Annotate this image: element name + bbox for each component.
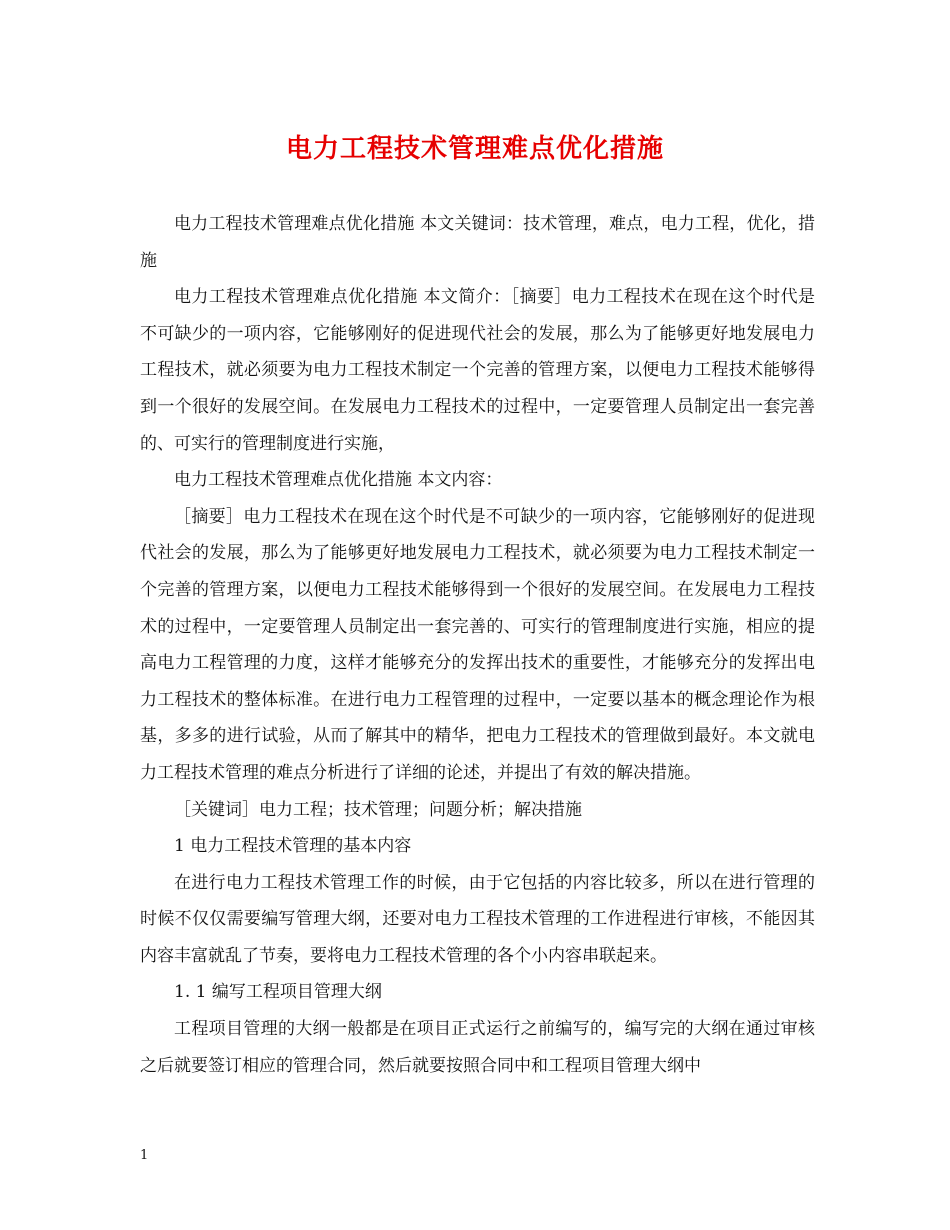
paragraph-section-1-1: 工程项目管理的大纲一般都是在项目正式运行之前编写的，编写完的大纲在通过审核之后就要签订相应的管理合同，然后就要按照合同中和工程项目管理大纲中	[140, 1019, 815, 1076]
paragraph-abstract: ［摘要］电力工程技术在现在这个时代是不可缺少的一项内容，它能够刚好的促进现代社会的发展，那么为了能够更好地发展电力工程技术，就必须要为电力工程技术制定一个完善的管理方案，以便电力工程技术能够得到一个很好的发展空间。在发展电力工程技术的过程中，一定要管理人员制定出一套完善的、可实行的管理制度进行实施，相应的提高电力工程管理的力度，这样才能够充分的发挥出技术的重要性，才能够充分的发挥出电力工程技术的整体标准。在进行电力工程管理的过程中，一定要以基本的概念理论作为根基，多多的进行试验，从而了解其中的精华，把电力工程技术的管理做到最好。本文就电力工程技术管理的难点分析进行了详细的论述，并提出了有效的解决措施。	[140, 506, 815, 783]
paragraph-keywords: ［关键词］电力工程；技术管理；问题分析；解决措施	[174, 799, 582, 820]
paragraph-summary-intro: 电力工程技术管理难点优化措施 本文简介：［摘要］电力工程技术在现在这个时代是不可缺少的一项内容，它能够刚好的促进现代社会的发展，那么为了能够更好地发展电力工程技术，就必须要为电力工程技术制定一个完善的管理方案，以便电力工程技术能够得到一个很好的发展空间。在发展电力工程技术的过程中，一定要管理人员制定出一套完善的、可实行的管理制度进行实施，	[140, 287, 815, 454]
paragraph-content-heading: 电力工程技术管理难点优化措施 本文内容：	[174, 470, 503, 491]
section-heading-1: 1 电力工程技术管理的基本内容	[174, 836, 412, 857]
section-heading-1-1: 1. 1 编写工程项目管理大纲	[174, 982, 382, 1003]
paragraph-section-1: 在进行电力工程技术管理工作的时候，由于它包括的内容比较多，所以在进行管理的时候不仅仅需要编写管理大纲，还要对电力工程技术管理的工作进程进行审核，不能因其内容丰富就乱了节奏，要将电力工程技术管理的各个小内容串联起来。	[140, 872, 815, 966]
document-title: 电力工程技术管理难点优化措施	[285, 134, 664, 164]
paragraph-keywords-intro: 电力工程技术管理难点优化措施 本文关键词：技术管理，难点，电力工程，优化，措施	[140, 214, 815, 271]
page-number: 1	[140, 1148, 149, 1163]
document-body	[140, 206, 815, 1084]
